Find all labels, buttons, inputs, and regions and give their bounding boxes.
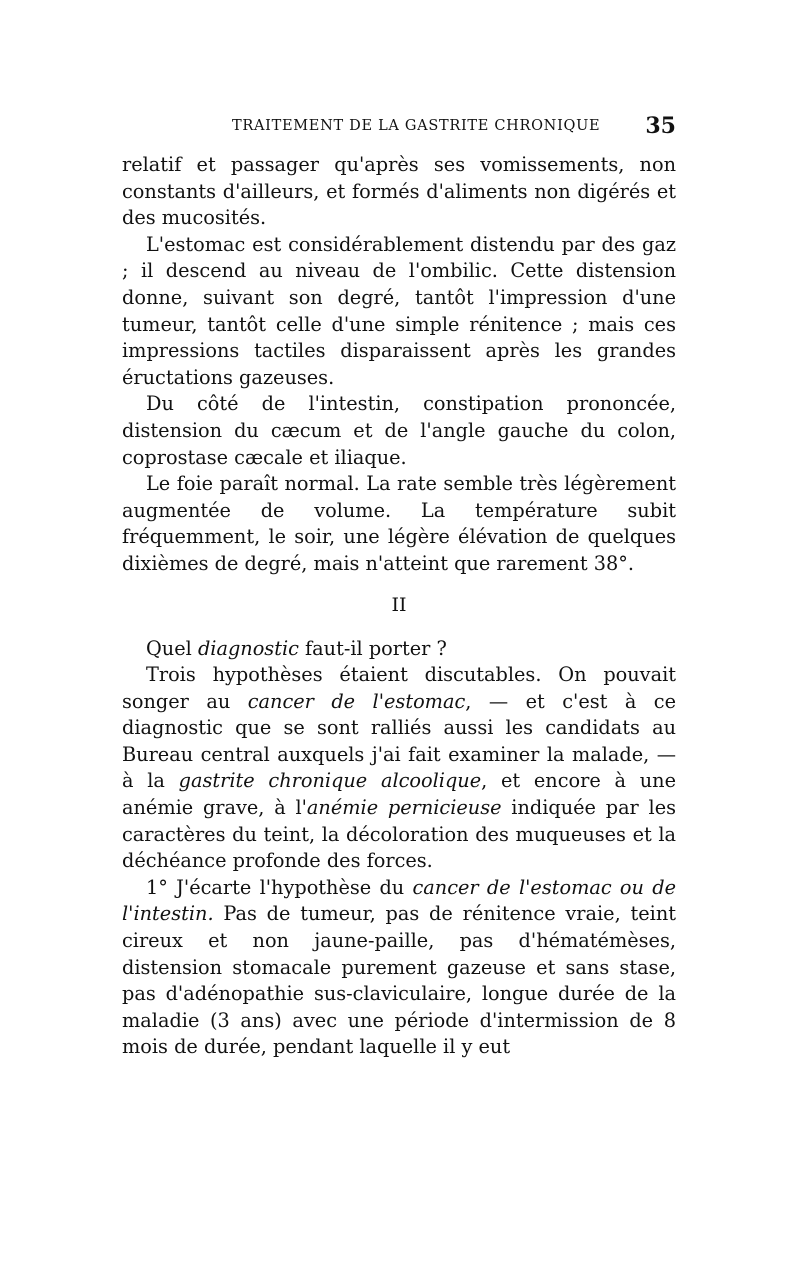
- text-run: , et encore à une anémie grave, à l': [122, 769, 676, 820]
- body-text: [122, 152, 676, 1061]
- paragraph-6: [122, 662, 676, 875]
- paragraph-7: [122, 875, 676, 1061]
- text-run: faut-il porter ?: [298, 636, 447, 660]
- italic-term: cancer de l'estomac: [247, 689, 466, 713]
- paragraph-5: [122, 636, 676, 663]
- running-head: [120, 113, 680, 140]
- text-run: Pas de tumeur, pas de rénitence vraie, teint cireux et non jaune-paille, pas d'hématémèses, distension stomacale purement gazeuse et sans stase, pas d'adénopathie sus-claviculaire, longue durée de la maladie (3 ans) avec une période d'intermission de 8 mois de durée, pendant laquelle il y eut: [122, 902, 676, 1059]
- text-run: Quel: [146, 636, 198, 660]
- page-number: 35: [645, 113, 676, 139]
- running-title: TRAITEMENT DE LA GASTRITE CHRONIQUE: [232, 118, 601, 134]
- text-run: indiquée par les caractères du teint, la décoloration des muqueuses et la déchéance profonde des forces.: [122, 796, 677, 873]
- text-run: Trois hypothèses étaient discutables. On pouvait songer au: [122, 663, 676, 713]
- paragraph-1: relatif et passager qu'après ses vomissements, non constants d'ailleurs, et formés d'aliments non digérés et des mucosités.: [122, 153, 676, 230]
- paragraph-3: Du côté de l'intestin, constipation prononcée, distension du cæcum et de l'angle gauche du colon, coprostase cæcale et iliaque.: [122, 392, 676, 469]
- text-run: 1° J'écarte l'hypothèse du: [146, 875, 413, 899]
- section-heading: II: [391, 593, 407, 616]
- text-run: , — et c'est à ce diagnostic que se sont ralliés aussi les candidats au Bureau central auxquels j'ai fait examiner la malade, — à la: [122, 689, 677, 793]
- paragraph-4: Le foie paraît normal. La rate semble très légèrement augmentée de volume. La température subit fréquemment, le soir, une légère élévation de quelques dixièmes de degré, mais n'atteint que rarement 38°.: [122, 472, 676, 575]
- italic-term: gastrite chronique alcoolique: [178, 769, 482, 793]
- italic-term: diagnostic: [197, 636, 299, 660]
- italic-term: cancer de l'estomac ou de l'intestin.: [122, 875, 676, 926]
- paragraph-2: L'estomac est considérablement distendu par des gaz ; il descend au niveau de l'ombilic. Cette distension donne, suivant son degré, tantôt l'impression d'une tumeur, tantôt celle d'une simple rénitence ; mais ces impressions tactiles disparaissent après les grandes éructations gazeuses.: [122, 232, 676, 389]
- italic-term: anémie pernicieuse: [306, 796, 502, 820]
